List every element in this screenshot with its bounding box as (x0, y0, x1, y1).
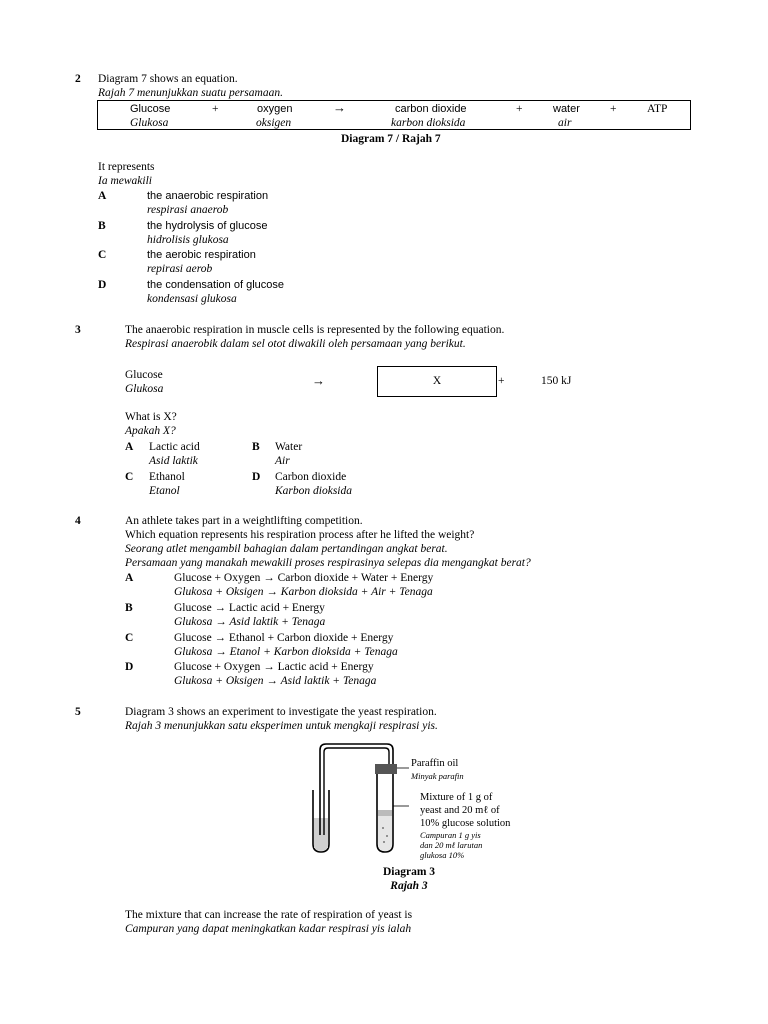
eq-plus-1: + (212, 103, 219, 115)
q3-option-c-letter[interactable]: C (125, 471, 134, 483)
q2-option-b-en[interactable]: the hydrolysis of glucose (147, 220, 268, 232)
q3-option-d-en[interactable]: Carbon dioxide (275, 471, 347, 483)
q2-stem-ms: Ia mewakili (98, 175, 152, 187)
q2-option-c-letter[interactable]: C (98, 249, 107, 261)
q3-option-a-ms: Asid laktik (149, 455, 198, 467)
q4-line2-en: Which equation represents his respiration process after he lifted the weight? (125, 529, 475, 541)
q3-option-d-letter[interactable]: D (252, 471, 261, 483)
q4-option-d-letter[interactable]: D (125, 661, 134, 673)
q3-arrow: → (312, 373, 325, 388)
label-mixture-ms-3: glukosa 10% (420, 850, 465, 860)
q2-option-c-ms: repirasi aerob (147, 263, 213, 275)
diagram3-caption-ms: Rajah 3 (390, 880, 428, 892)
q3-intro-en: The anaerobic respiration in muscle cells is represented by the following equation. (125, 324, 505, 336)
q4-option-b-ms: Glukosa → Asid laktik + Tenaga (174, 616, 326, 628)
q4-option-d-en[interactable]: Glucose + Oxygen → Lactic acid + Energy (174, 661, 374, 673)
label-paraffin-en: Paraffin oil (411, 758, 459, 769)
q4-option-c-en[interactable]: Glucose → Ethanol + Carbon dioxide + Energy (174, 632, 394, 644)
q4-option-b-letter[interactable]: B (125, 602, 133, 614)
q3-option-b-ms: Air (275, 455, 290, 467)
eq-atp: ATP (647, 103, 668, 115)
q2-option-b-ms: hidrolisis glukosa (147, 234, 229, 246)
q3-glucose-ms: Glukosa (125, 383, 164, 395)
q3-glucose-en: Glucose (125, 369, 163, 381)
q3-question-ms: Apakah X? (125, 425, 176, 437)
label-mixture-ms-1: Campuran 1 g yis (420, 830, 481, 840)
q3-option-b-en[interactable]: Water (275, 441, 303, 453)
q5-stem-en: The mixture that can increase the rate of respiration of yeast is (125, 909, 413, 921)
q3-option-c-ms: Etanol (149, 485, 180, 497)
q4-option-b-en[interactable]: Glucose → Lactic acid + Energy (174, 602, 325, 614)
q2-intro-ms: Rajah 7 menunjukkan suatu persamaan. (98, 87, 283, 99)
q3-plus: + (498, 375, 505, 387)
label-mixture-en-2: yeast and 20 mℓ of (420, 805, 500, 816)
eq-arrow: → (333, 100, 346, 115)
label-mixture-en-1: Mixture of 1 g of (420, 792, 493, 803)
q2-option-d-letter[interactable]: D (98, 279, 107, 291)
q2-option-c-en[interactable]: the aerobic respiration (147, 249, 256, 261)
q4-line1-ms: Seorang atlet mengambil bahagian dalam pertandingan angkat berat. (125, 543, 448, 555)
diagram7-caption: Diagram 7 / Rajah 7 (341, 133, 441, 145)
eq-glucose-ms: Glukosa (130, 117, 169, 129)
q4-option-a-letter[interactable]: A (125, 572, 134, 584)
q4-option-a-ms: Glukosa + Oksigen → Karbon dioksida + Air + Tenaga (174, 586, 433, 598)
eq-plus-2: + (516, 103, 523, 115)
q3-option-b-letter[interactable]: B (252, 441, 260, 453)
label-paraffin-ms: Minyak parafin (411, 771, 464, 781)
q5-intro-ms: Rajah 3 menunjukkan satu eksperimen untuk mengkaji respirasi yis. (125, 720, 438, 732)
eq-plus-3: + (610, 103, 617, 115)
eq-co2-ms: karbon dioksida (391, 117, 466, 129)
q4-option-c-letter[interactable]: C (125, 632, 134, 644)
q3-option-a-letter[interactable]: A (125, 441, 134, 453)
q4-option-a-en[interactable]: Glucose + Oxygen → Carbon dioxide + Water + Energy (174, 572, 434, 584)
q3-option-c-en[interactable]: Ethanol (149, 471, 185, 483)
q4-line1-en: An athlete takes part in a weightlifting competition. (125, 515, 363, 527)
eq-co2-en: carbon dioxide (395, 103, 467, 115)
q2-stem-en: It represents (98, 161, 155, 173)
q5-stem-ms: Campuran yang dapat meningkatkan kadar respirasi yis ialah (125, 923, 412, 935)
label-mixture-ms-2: dan 20 mℓ larutan (420, 840, 483, 850)
eq-water-ms: air (558, 117, 572, 129)
q2-option-a-en[interactable]: the anaerobic respiration (147, 190, 269, 202)
q3-number: 3 (75, 324, 81, 336)
q5-intro-en: Diagram 3 shows an experiment to investigate the yeast respiration. (125, 706, 437, 718)
q4-option-d-ms: Glukosa + Oksigen → Asid laktik + Tenaga (174, 675, 377, 687)
label-mixture-en-3: 10% glucose solution (420, 818, 511, 829)
q2-option-a-letter[interactable]: A (98, 190, 107, 202)
q4-number: 4 (75, 515, 81, 527)
eq-oxygen-en: oxygen (257, 103, 293, 115)
q4-line2-ms: Persamaan yang manakah mewakili proses respirasinya selepas dia mengangkat berat? (125, 557, 531, 569)
q2-option-a-ms: respirasi anaerob (147, 204, 229, 216)
eq-oxygen-ms: oksigen (256, 117, 292, 129)
q3-option-d-ms: Karbon dioksida (275, 485, 352, 497)
q3-option-a-en[interactable]: Lactic acid (149, 441, 200, 453)
q2-option-d-ms: kondensasi glukosa (147, 293, 237, 305)
q2-option-d-en[interactable]: the condensation of glucose (147, 279, 284, 291)
q2-intro-en: Diagram 7 shows an equation. (98, 73, 238, 85)
q5-number: 5 (75, 706, 81, 718)
q3-x-label: X (432, 375, 442, 387)
q3-energy: 150 kJ (541, 375, 572, 387)
q3-question-en: What is X? (125, 411, 177, 423)
diagram3-caption-en: Diagram 3 (382, 866, 436, 878)
q2-option-b-letter[interactable]: B (98, 220, 106, 232)
q2-number: 2 (75, 73, 81, 85)
eq-water-en: water (553, 103, 580, 115)
q3-intro-ms: Respirasi anaerobik dalam sel otot diwakili oleh persamaan yang berikut. (125, 338, 466, 350)
q4-option-c-ms: Glukosa → Etanol + Karbon dioksida + Tenaga (174, 646, 398, 658)
eq-glucose-en: Glucose (130, 103, 171, 115)
